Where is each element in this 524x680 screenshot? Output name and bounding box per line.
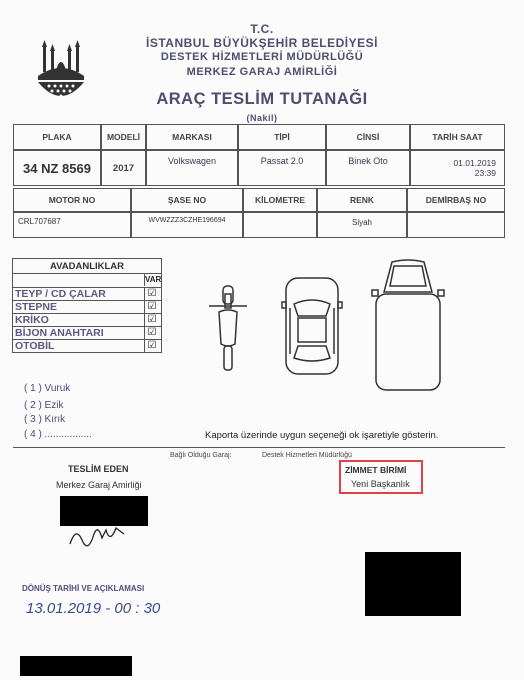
motor-value: CRL707687 [13, 212, 131, 238]
zimmet-box [339, 460, 423, 494]
header-km: KİLOMETRE [243, 188, 317, 212]
km-value [243, 212, 317, 238]
equipment-header-row [12, 274, 162, 288]
equipment-row [12, 288, 162, 301]
header-tarih: TARİH SAAT [410, 124, 505, 150]
equipment-label: BİJON ANAHTARI [15, 327, 104, 339]
teslim-eden-value: Merkez Garaj Amirliği [56, 480, 142, 490]
sase-value: WVWZZZ3CZHE196694 [131, 212, 243, 238]
header-plaka: PLAKA [13, 124, 101, 150]
instruction-text: Kaporta üzerinde uygun seçeneği ok işaretiyle gösterin. [205, 430, 439, 441]
equipment-row [12, 314, 162, 327]
redaction-block [20, 656, 132, 676]
tip-value: Passat 2.0 [238, 150, 326, 186]
equipment-row [12, 301, 162, 314]
header-renk: RENK [317, 188, 407, 212]
tarih-cell [410, 150, 505, 186]
header-institution: İSTANBUL BÜYÜKŞEHİR BELEDİYESİ [146, 36, 378, 50]
equipment-title: AVADANLIKLAR [12, 258, 162, 274]
page-title: ARAÇ TESLİM TUTANAĞI [156, 90, 368, 108]
header-sase: ŞASE NO [131, 188, 243, 212]
donus-value: 13.01.2019 - 00 : 30 [26, 600, 161, 617]
equipment-row [12, 340, 162, 353]
equipment-label: TEYP / CD ÇALAR [15, 288, 106, 300]
header-department: DESTEK HİZMETLERİ MÜDÜRLÜĞÜ [160, 51, 364, 63]
header-model: MODELİ [101, 124, 146, 150]
car-top-diagram-icon [280, 274, 344, 378]
checkbox-checked-icon: ☑ [144, 301, 159, 313]
equipment-row [12, 327, 162, 340]
header-tc: T.C. [250, 22, 274, 36]
signature-icon [68, 520, 128, 550]
van-top-diagram-icon [370, 256, 446, 394]
header-motor: MOTOR NO [13, 188, 131, 212]
equipment-label: KRİKO [15, 314, 49, 326]
var-label: VAR [145, 275, 162, 284]
damage-option: ( 2 ) Ezik [24, 400, 64, 411]
equipment-label: OTOBİL [15, 340, 55, 352]
damage-option: ( 3 ) Kırık [24, 414, 66, 425]
header-demirbas: DEMİRBAŞ NO [407, 188, 505, 212]
tarih-value: 01.01.2019 [453, 158, 496, 168]
motorcycle-diagram-icon [205, 282, 251, 374]
section-divider [13, 447, 505, 448]
checkbox-checked-icon: ☑ [144, 314, 159, 326]
bagli-label: Bağlı Olduğu Garaj: [170, 452, 232, 459]
header-tip: TİPİ [238, 124, 326, 150]
cins-value: Binek Oto [326, 150, 410, 186]
bagli-value: Destek Hizmetleri Müdürlüğü [262, 452, 352, 459]
zimmet-value: Yeni Başkanlık [351, 479, 410, 489]
header-unit: MERKEZ GARAJ AMİRLİĞİ [186, 66, 338, 78]
marka-value: Volkswagen [146, 150, 238, 186]
saat-value: 23:39 [474, 168, 496, 178]
zimmet-label: ZİMMET BİRİMİ [345, 465, 407, 475]
redaction-block [365, 552, 461, 616]
checkbox-checked-icon: ☑ [144, 327, 159, 339]
donus-label: DÖNÜŞ TARİHİ VE AÇIKLAMASI [22, 584, 145, 593]
model-value: 2017 [101, 150, 146, 186]
renk-value: Siyah [317, 212, 407, 238]
checkbox-checked-icon: ☑ [144, 288, 159, 300]
plaka-value: 34 NZ 8569 [13, 150, 101, 186]
demirbas-value [407, 212, 505, 238]
header-marka: MARKASI [146, 124, 238, 150]
header-cins: CİNSİ [326, 124, 410, 150]
page-subtitle: (Nakil) [246, 113, 278, 123]
teslim-eden-label: TESLİM EDEN [68, 464, 129, 474]
damage-option: ( 1 ) Vuruk [24, 383, 71, 394]
equipment-label: STEPNE [15, 301, 58, 313]
checkbox-checked-icon: ☑ [144, 340, 159, 352]
damage-option: ( 4 ) ................. [24, 429, 92, 440]
